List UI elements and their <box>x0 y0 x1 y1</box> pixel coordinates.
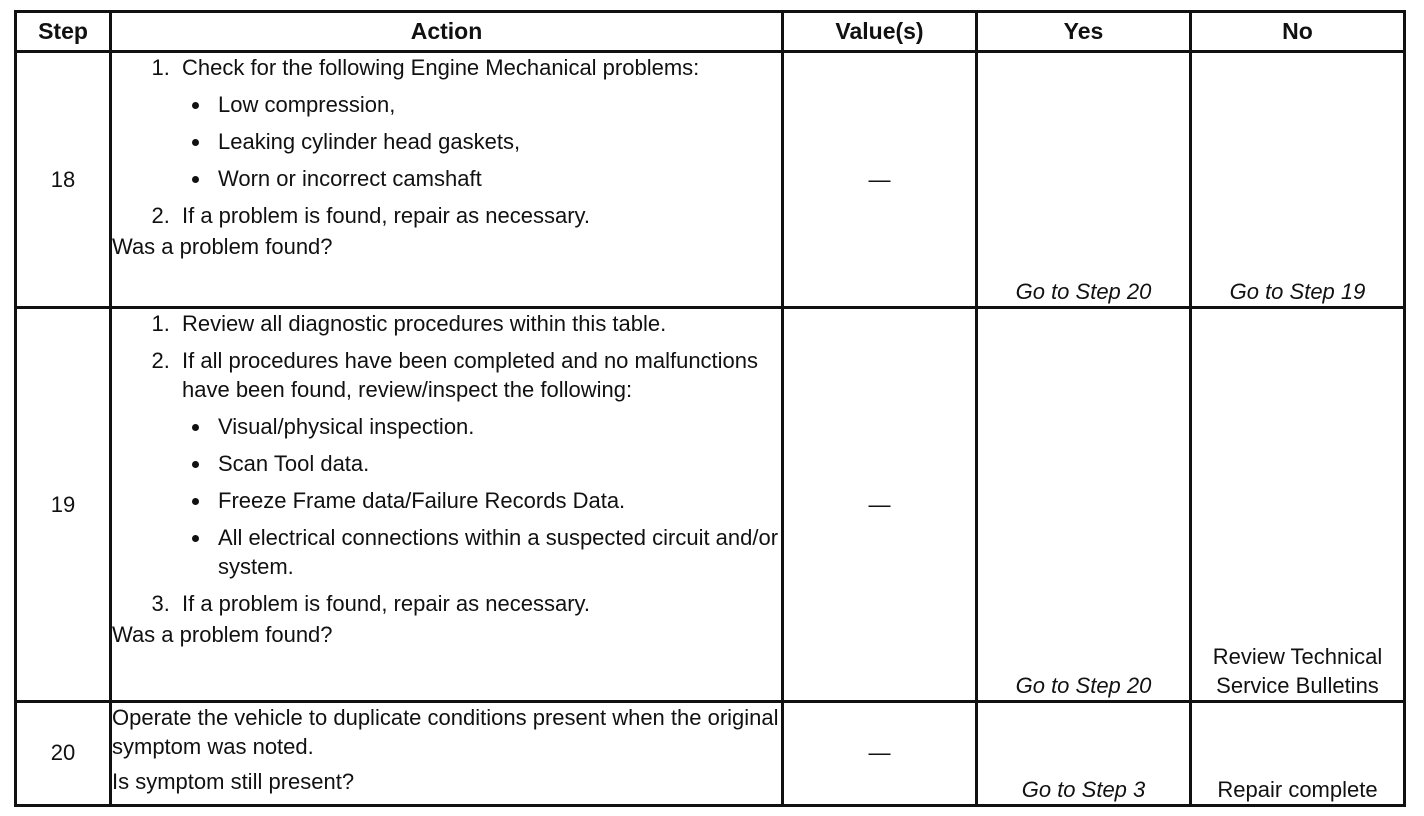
value-cell: — <box>783 308 977 702</box>
question-text: Was a problem found? <box>112 622 333 648</box>
yes-cell: Go to Step 20 <box>977 308 1191 702</box>
header-step: Step <box>16 12 111 52</box>
action-step-text: Check for the following Engine Mechanical problems: <box>182 55 700 80</box>
action-step: 1. Review all diagnostic procedures within this table. <box>176 309 781 338</box>
bullet-item: • All electrical connections within a suspected circuit and/or system. <box>212 523 781 581</box>
table-row-step-20 <box>16 701 1405 805</box>
no-cell: Go to Step 19 <box>1191 52 1405 308</box>
header-row <box>16 12 1405 52</box>
action-step-text: If all procedures have been completed and no malfunctions have been found, review/inspect the following: <box>182 348 759 403</box>
no-cell-line: Review Technical <box>1212 643 1383 669</box>
action-text: Operate the vehicle to duplicate conditions present when the original symptom was noted. <box>112 704 779 759</box>
action-cell <box>111 701 783 805</box>
no-cell: Repair complete <box>1191 701 1405 805</box>
question-text: Was a problem found? <box>112 234 333 259</box>
bullet-item: • Scan Tool data. <box>212 449 781 478</box>
action-step: 3. If a problem is found, repair as necessary. <box>176 589 781 618</box>
action-steps <box>112 309 781 618</box>
diagnostic-table <box>14 10 1406 807</box>
bullet-item: • Leaking cylinder head gaskets, <box>212 127 781 156</box>
header-action: Action <box>111 12 783 52</box>
value-cell: — <box>783 701 977 805</box>
table-row-step-19 <box>16 308 1405 702</box>
header-yes: Yes <box>977 12 1191 52</box>
step-number: 18 <box>16 52 111 308</box>
bullet-item: • Low compression, <box>212 90 781 119</box>
bullet-list <box>182 90 781 193</box>
step-number: 20 <box>16 701 111 805</box>
bullet-item: • Freeze Frame data/Failure Records Data. <box>212 486 781 515</box>
action-cell <box>111 52 783 308</box>
header-values: Value(s) <box>783 12 977 52</box>
no-cell-line: Service Bulletins <box>1216 672 1379 698</box>
bullet-list <box>182 412 781 581</box>
question-text: Is symptom still present? <box>112 768 355 794</box>
action-step <box>176 53 781 193</box>
header-no: No <box>1191 12 1405 52</box>
yes-cell: Go to Step 20 <box>977 52 1191 308</box>
yes-cell: Go to Step 3 <box>977 701 1191 805</box>
bullet-item: • Worn or incorrect camshaft <box>212 164 781 193</box>
action-cell <box>111 308 783 702</box>
no-cell <box>1191 308 1405 702</box>
action-step <box>176 346 781 581</box>
step-number: 19 <box>16 308 111 702</box>
value-cell: — <box>783 52 977 308</box>
table-row-step-18 <box>16 52 1405 308</box>
action-steps <box>112 53 781 230</box>
bullet-item: • Visual/physical inspection. <box>212 412 781 441</box>
action-step: 2. If a problem is found, repair as necessary. <box>176 201 781 230</box>
